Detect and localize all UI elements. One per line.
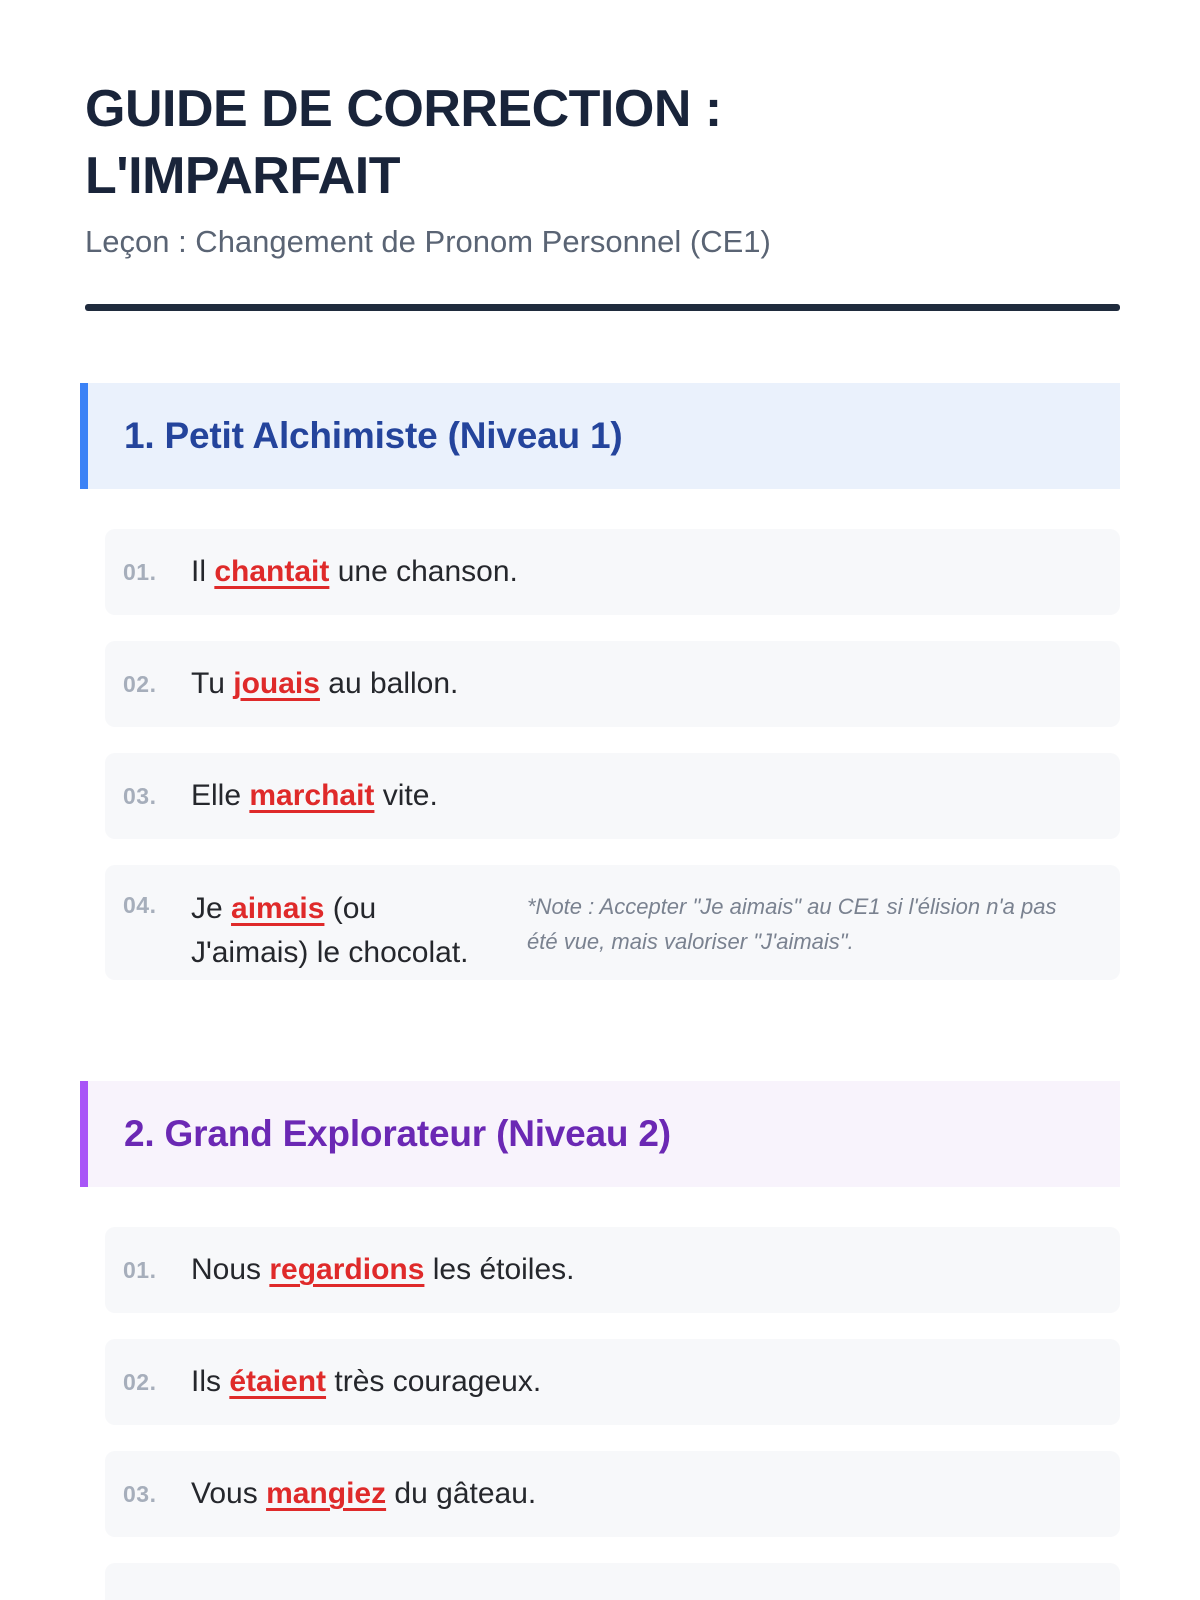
corrected-verb: marchait	[249, 779, 375, 813]
sentence-post: les étoiles.	[424, 1253, 575, 1287]
sentence-post: du gâteau.	[386, 1477, 537, 1511]
item-number: 01.	[123, 558, 157, 585]
sentence-pre: Je	[191, 892, 232, 926]
page-title-line2: L'IMPARFAIT	[85, 147, 400, 206]
sentence-pre: Elle	[191, 779, 250, 813]
list-item	[105, 753, 1120, 839]
sentence-post: très courageux.	[326, 1365, 542, 1399]
sentence-post: au ballon.	[319, 667, 459, 701]
lesson-subtitle: Leçon : Changement de Pronom Personnel (CE1)	[85, 224, 771, 260]
section-2-header	[80, 1081, 1120, 1187]
list-item	[105, 1339, 1120, 1425]
sentence-post: vite.	[374, 779, 438, 813]
item-sentence	[191, 887, 491, 974]
corrected-verb: étaient	[229, 1365, 327, 1399]
section-1-title: 1. Petit Alchimiste (Niveau 1)	[124, 415, 623, 457]
corrected-verb: regardions	[269, 1253, 425, 1287]
item-sentence	[191, 1360, 541, 1404]
section-1-items	[105, 529, 1120, 980]
header-divider	[85, 304, 1120, 311]
list-item	[105, 529, 1120, 615]
item-number: 03.	[123, 1480, 157, 1507]
item-sentence	[191, 550, 518, 594]
section-2-items	[105, 1227, 1120, 1600]
corrected-verb: jouais	[233, 667, 320, 701]
section-2-title: 2. Grand Explorateur (Niveau 2)	[124, 1113, 671, 1155]
item-sentence	[191, 1472, 536, 1516]
document-header	[85, 0, 1120, 260]
page-title	[85, 76, 1120, 210]
section-1-header	[80, 383, 1120, 489]
list-item-partial	[105, 1563, 1120, 1600]
sentence-pre: Il	[191, 555, 215, 589]
corrected-verb: chantait	[214, 555, 330, 589]
sentence-post: (ou J'aimais) le chocolat.	[191, 892, 469, 969]
item-number: 03.	[123, 782, 157, 809]
list-item	[105, 1451, 1120, 1537]
sentence-pre: Vous	[191, 1477, 267, 1511]
item-number: 04.	[123, 892, 157, 919]
section-level-2	[0, 1081, 1200, 1600]
teacher-note: *Note : Accepter "Je aimais" au CE1 si l'élision n'a pas été vue, mais valoriser "J'aimais".	[527, 894, 1057, 955]
item-number: 01.	[123, 1256, 157, 1283]
page-title-line1: GUIDE DE CORRECTION :	[85, 80, 722, 138]
item-number: 02.	[123, 1368, 157, 1395]
item-number: 02.	[123, 670, 157, 697]
list-item	[105, 641, 1120, 727]
list-item	[105, 1227, 1120, 1313]
sentence-post: une chanson.	[329, 555, 518, 589]
sentence-pre: Nous	[191, 1253, 270, 1287]
sentence-pre: Tu	[191, 667, 234, 701]
sentence-pre: Ils	[191, 1365, 230, 1399]
corrected-verb: aimais	[231, 892, 325, 926]
item-sentence	[191, 662, 458, 706]
item-sentence	[191, 1248, 575, 1292]
section-level-1	[0, 383, 1200, 980]
item-sentence	[191, 774, 438, 818]
corrected-verb: mangiez	[266, 1477, 387, 1511]
list-item	[105, 865, 1120, 980]
